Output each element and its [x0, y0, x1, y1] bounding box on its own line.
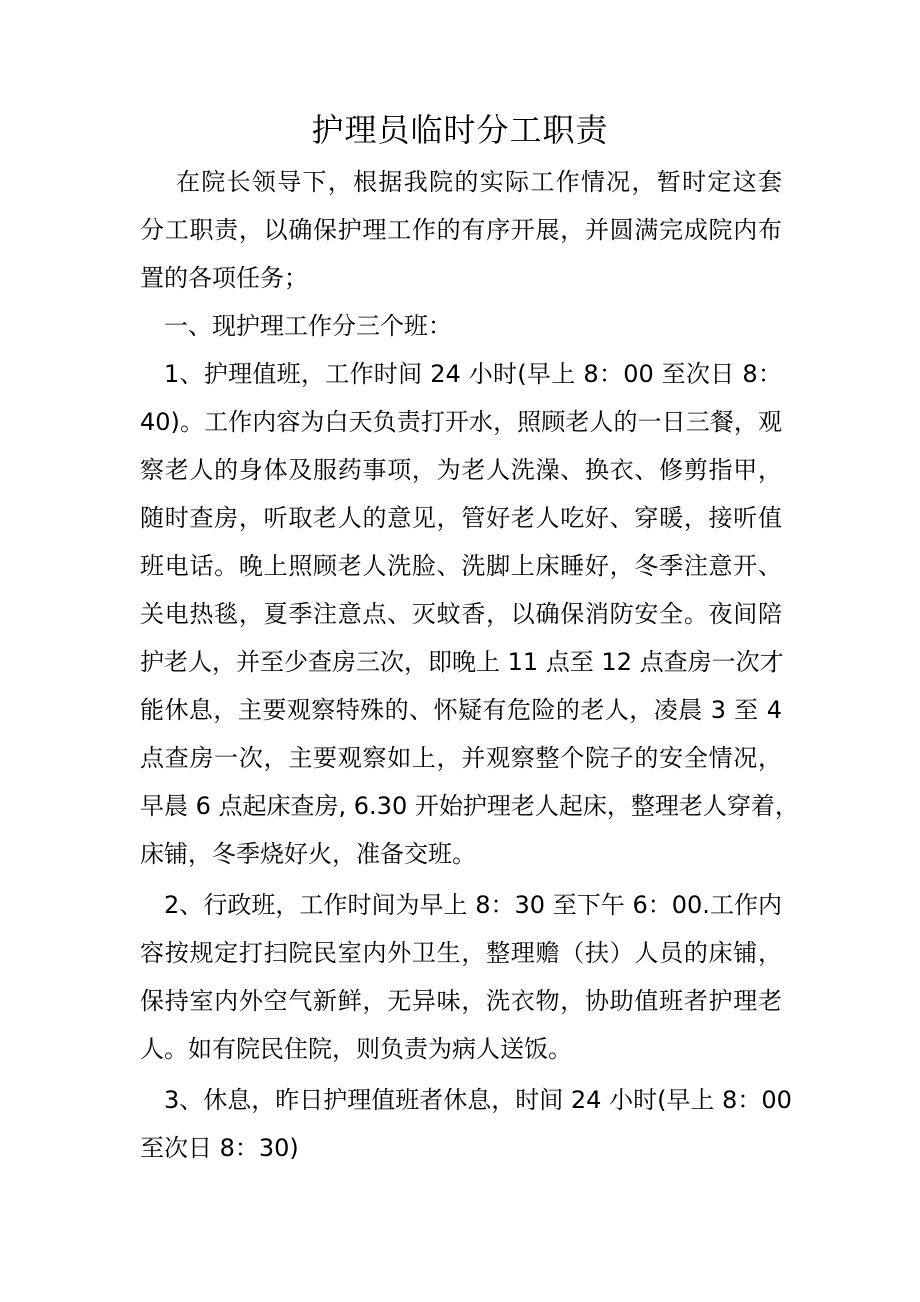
- text-line: 保持室内外空气新鲜，无异味，洗衣物，协助值班者护理老: [140, 987, 782, 1015]
- text-line: 容按规定打扫院民室内外卫生，整理赡（扶）人员的床铺，: [140, 939, 782, 967]
- text-line: 在院长领导下，根据我院的实际工作情况，暂时定这套: [176, 168, 782, 196]
- paragraph: [140, 350, 799, 878]
- text-line: 能休息，主要观察特殊的、怀疑有危险的老人，凌晨 3 至 4: [140, 696, 782, 724]
- text-line: 1、护理值班，工作时间 24 小时(早上 8：00 至次日 8：: [164, 360, 782, 388]
- text-line: 早晨 6 点起床查房, 6.30 开始护理老人起床，整理老人穿着，: [140, 792, 799, 820]
- paragraph: [140, 1076, 792, 1172]
- text-line: 2、行政班，工作时间为早上 8：30 至下午 6：00.工作内: [164, 891, 782, 919]
- text-line: 床铺，冬季烧好火，准备交班。: [140, 840, 476, 868]
- text-line: 一、现护理工作分三个班：: [164, 312, 452, 340]
- text-line: 人。如有院民住院，则负责为病人送饭。: [140, 1035, 572, 1063]
- text-line: 点查房一次，主要观察如上，并观察整个院子的安全情况，: [140, 744, 782, 772]
- text-line: 分工职责，以确保护理工作的有序开展，并圆满完成院内布: [140, 216, 782, 244]
- paragraph: [140, 881, 782, 1073]
- text-line: 察老人的身体及服药事项，为老人洗澡、换衣、修剪指甲，: [140, 456, 782, 484]
- text-line: 随时查房，听取老人的意见，管好老人吃好、穿暖，接听值: [140, 504, 782, 532]
- text-line: 班电话。晚上照顾老人洗脸、洗脚上床睡好，冬季注意开、: [140, 552, 782, 580]
- text-line: 置的各项任务；: [140, 264, 308, 292]
- text-line: 至次日 8：30): [140, 1134, 299, 1162]
- document-body: [140, 158, 799, 1172]
- paragraph: [140, 158, 782, 302]
- text-line: 护老人，并至少查房三次，即晚上 11 点至 12 点查房一次才: [140, 648, 784, 676]
- text-line: 关电热毯，夏季注意点、灭蚊香，以确保消防安全。夜间陪: [140, 600, 782, 628]
- paragraph: [140, 302, 782, 350]
- text-line: 40)。工作内容为白天负责打开水，照顾老人的一日三餐，观: [140, 408, 782, 436]
- document-title: 护理员临时分工职责: [311, 111, 609, 149]
- text-line: 3、休息，昨日护理值班者休息，时间 24 小时(早上 8：00: [164, 1086, 792, 1114]
